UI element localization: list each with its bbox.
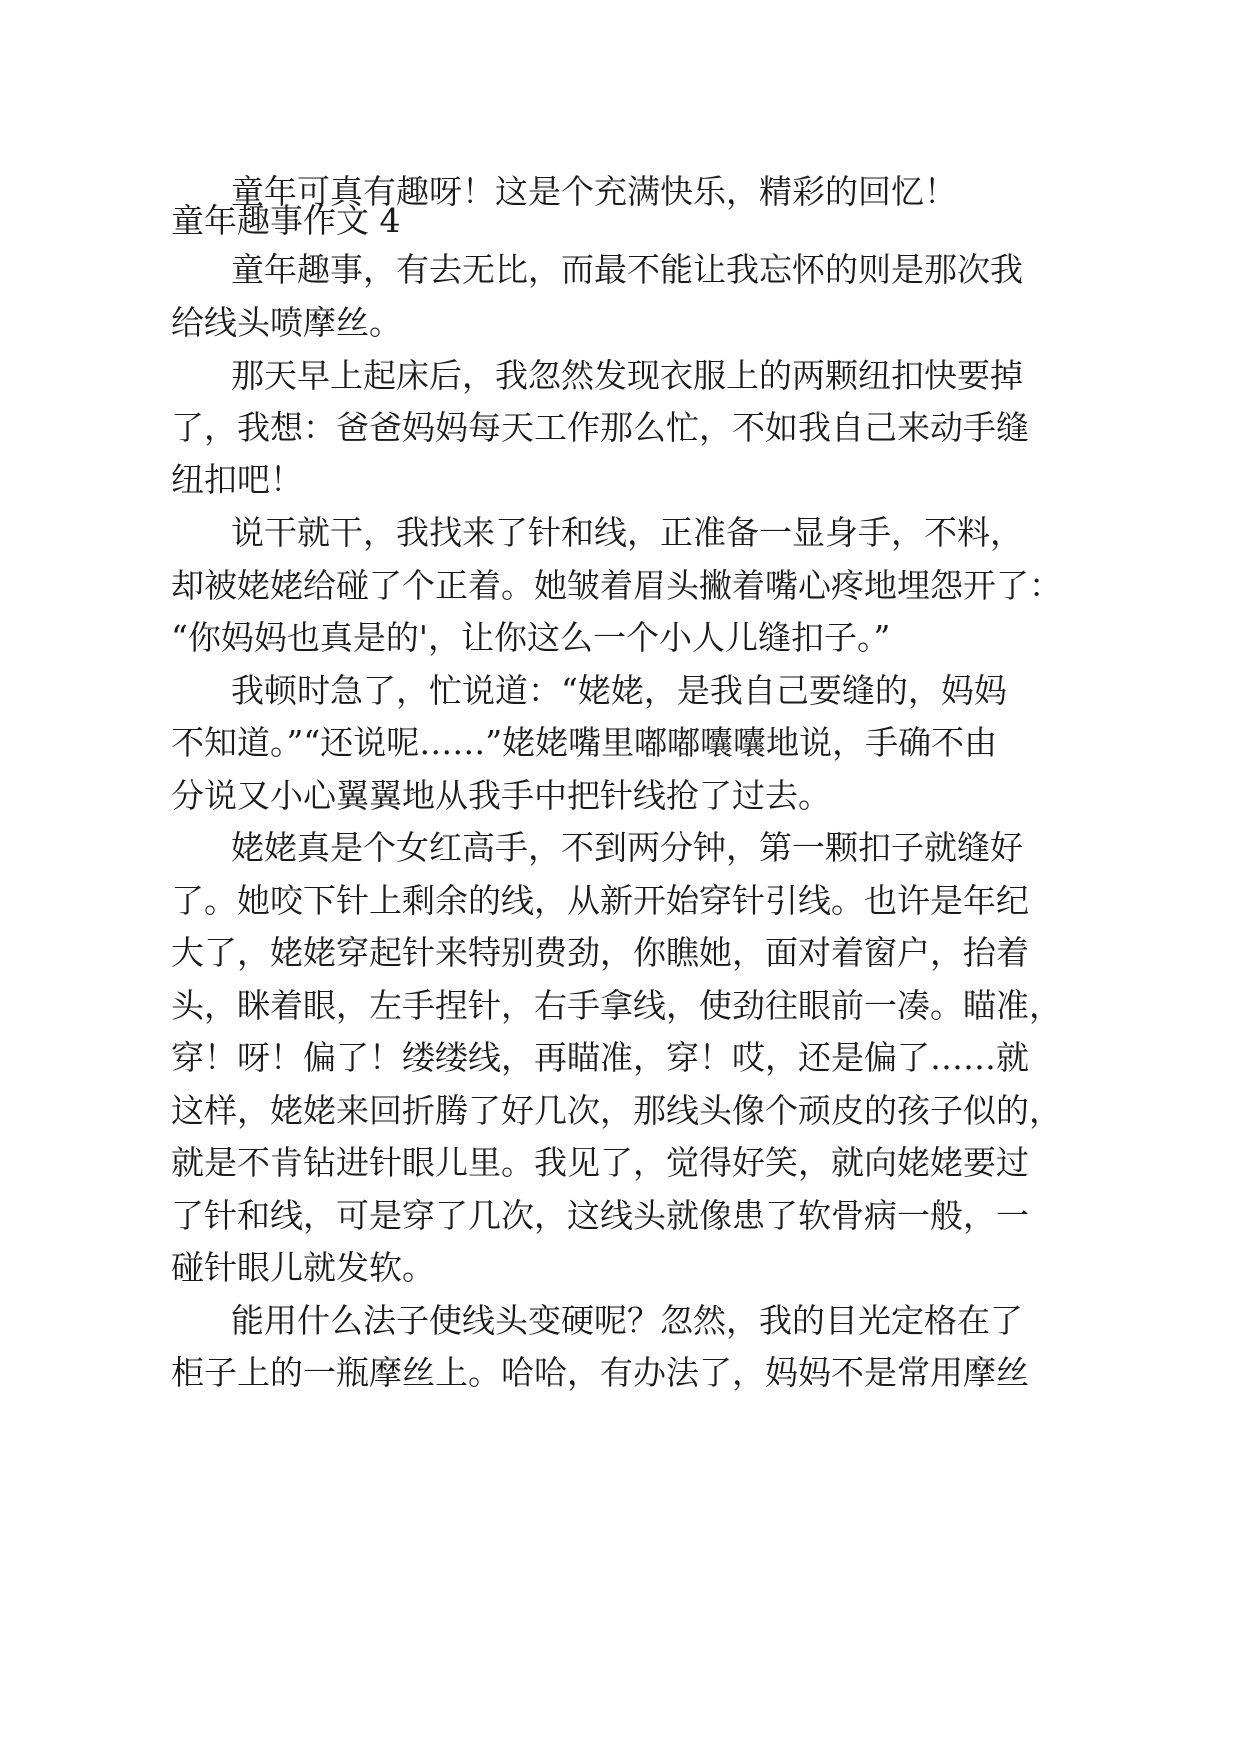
paragraph-text: 这样，姥姥来回折腾了好几次，那线头像个顽皮的孩子似的， [171, 1091, 1062, 1130]
text-line [0, 399, 1241, 457]
paragraph-text: 童年可真有趣呀！这是个充满快乐，精彩的回忆！ [231, 172, 957, 211]
paragraph-text: 能用什么法子使线头变硬呢？忽然，我的目光定格在了 [231, 1301, 1023, 1340]
paragraph-text: 那天早上起床后，我忽然发现衣服上的两颗纽扣快要掉 [231, 356, 1023, 395]
paragraph-text: 说干就干，我找来了针和线，正准备一显身手，不料， [231, 513, 1023, 552]
paragraph-text: 分说又小心翼翼地从我手中把针线抢了过去。 [171, 776, 831, 815]
text-line [0, 609, 1241, 667]
text-line [0, 1239, 1241, 1297]
text-line [0, 977, 1241, 1035]
paragraph-text: 柜子上的一瓶摩丝上。哈哈，有办法了，妈妈不是常用摩丝 [171, 1353, 1029, 1392]
text-line [0, 662, 1241, 720]
paragraph-text: 了针和线，可是穿了几次，这线头就像患了软骨病一般，一 [171, 1196, 1029, 1235]
text-line [0, 1292, 1241, 1350]
text-line [0, 1029, 1241, 1087]
paragraph-text: “你妈妈也真是的'，让你这么一个小人儿缝扣子。” [171, 618, 891, 657]
paragraph-text: 纽扣吧！ [171, 460, 303, 499]
paragraph-text: 我顿时急了，忙说道：“姥姥，是我自己要缝的，妈妈 [231, 671, 1007, 710]
text-line [0, 1344, 1241, 1402]
text-line [0, 557, 1241, 615]
text-line [0, 451, 1241, 509]
text-line [0, 294, 1241, 352]
text-line [0, 924, 1241, 982]
text-line [0, 504, 1241, 562]
paragraph-text: 童年趣事，有去无比，而最不能让我忘怀的则是那次我 [231, 250, 1023, 289]
paragraph-text: 不知道。”“还说呢……”姥姥嘴里嘟嘟囔囔地说，手确不由 [171, 723, 998, 762]
paragraph-text: 给线头喷摩丝。 [171, 303, 402, 342]
paragraph-text: 却被姥姥给碰了个正着。她皱着眉头撇着嘴心疼地埋怨开了： [171, 566, 1062, 605]
paragraph-text: 了，我想：爸爸妈妈每天工作那么忙，不如我自己来动手缝 [171, 408, 1029, 447]
paragraph-text: 姥姥真是个女红高手，不到两分钟，第一颗扣子就缝好 [231, 828, 1023, 867]
text-line [0, 872, 1241, 930]
text-line [0, 1134, 1241, 1192]
text-line [0, 819, 1241, 877]
text-line [0, 1187, 1241, 1245]
text-line [0, 347, 1241, 405]
text-line [0, 767, 1241, 825]
paragraph-text: 就是不肯钻进针眼儿里。我见了，觉得好笑，就向姥姥要过 [171, 1143, 1029, 1182]
paragraph-text: 穿！呀！偏了！缕缕线，再瞄准，穿！哎，还是偏了……就 [171, 1038, 1029, 1077]
text-line [0, 241, 1241, 299]
text-line [0, 714, 1241, 772]
section-heading-text: 童年趣事作文 4 [171, 201, 401, 240]
paragraph-text: 碰针眼儿就发软。 [171, 1248, 435, 1287]
text-line [0, 1082, 1241, 1140]
paragraph-text: 了。她咬下针上剩余的线，从新开始穿针引线。也许是年纪 [171, 881, 1029, 920]
paragraph-text: 大了，姥姥穿起针来特别费劲，你瞧她，面对着窗户，抬着 [171, 933, 1029, 972]
paragraph-text: 头，眯着眼，左手捏针，右手拿线，使劲往眼前一凑。瞄准， [171, 986, 1062, 1025]
